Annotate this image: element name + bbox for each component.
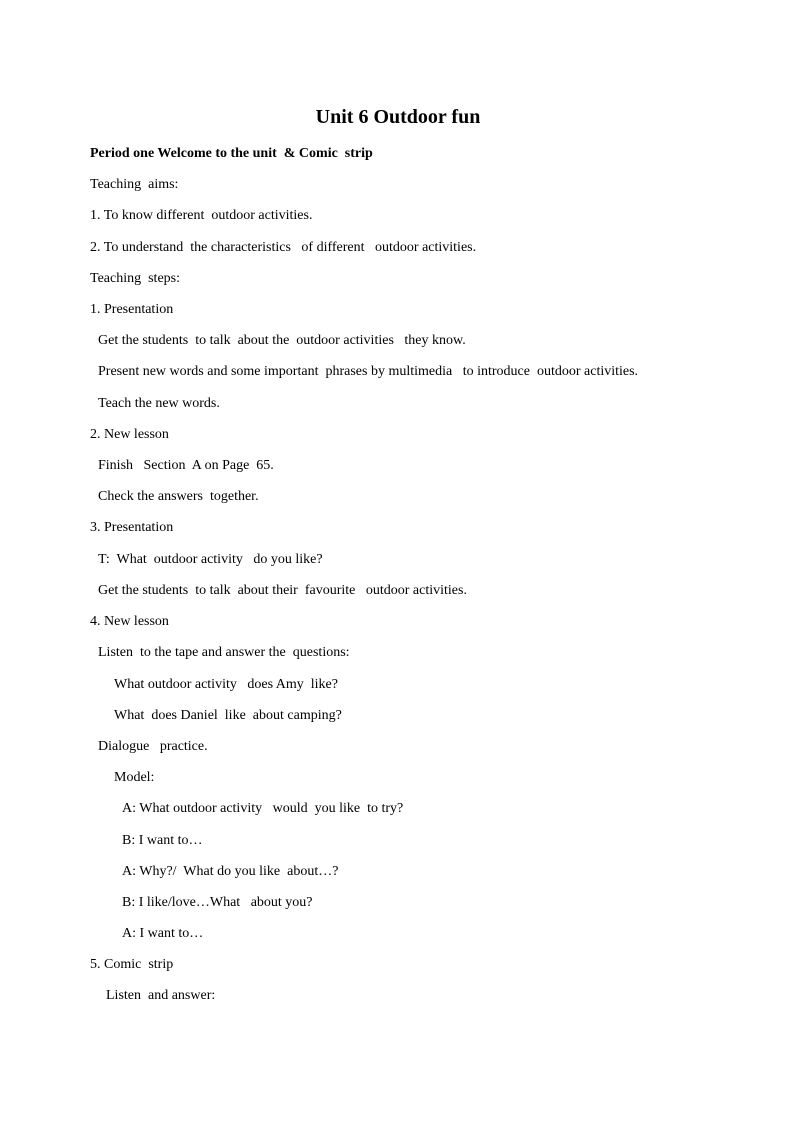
dialogue-line: B: I want to…: [122, 833, 203, 848]
step-heading: 1. Presentation: [90, 302, 174, 317]
teaching-aims-label: Teaching aims:: [90, 177, 179, 192]
step-item: Dialogue practice.: [98, 739, 208, 754]
dialogue-line: A: I want to…: [122, 926, 204, 941]
step-heading: 5. Comic strip: [90, 957, 174, 972]
dialogue-line: A: Why?/ What do you like about…?: [122, 864, 339, 879]
step-item: Finish Section A on Page 65.: [98, 458, 274, 473]
step-item: Check the answers together.: [98, 489, 259, 504]
page-title: Unit 6 Outdoor fun: [315, 106, 481, 128]
model-label: Model:: [114, 770, 155, 785]
step-heading: 2. New lesson: [90, 427, 169, 442]
step-item: T: What outdoor activity do you like?: [98, 552, 323, 567]
step-item: Teach the new words.: [98, 396, 220, 411]
teaching-steps-label: Teaching steps:: [90, 271, 180, 286]
step-item: Listen to the tape and answer the questions:: [98, 645, 350, 660]
step-heading: 4. New lesson: [90, 614, 169, 629]
question-item: What does Daniel like about camping?: [114, 708, 342, 723]
step-heading: 3. Presentation: [90, 520, 174, 535]
step-item: Listen and answer:: [106, 988, 216, 1003]
aim-item: 2. To understand the characteristics of different outdoor activities.: [90, 240, 477, 255]
step-item: Get the students to talk about the outdoor activities they know.: [98, 333, 466, 348]
step-item: Get the students to talk about their favourite outdoor activities.: [98, 583, 467, 598]
question-item: What outdoor activity does Amy like?: [114, 677, 338, 692]
aim-item: 1. To know different outdoor activities.: [90, 208, 313, 223]
dialogue-line: A: What outdoor activity would you like to try?: [122, 801, 404, 816]
dialogue-line: B: I like/love…What about you?: [122, 895, 313, 910]
step-item: Present new words and some important phrases by multimedia to introduce outdoor activities.: [98, 364, 639, 379]
period-heading: Period one Welcome to the unit & Comic strip: [90, 146, 373, 161]
